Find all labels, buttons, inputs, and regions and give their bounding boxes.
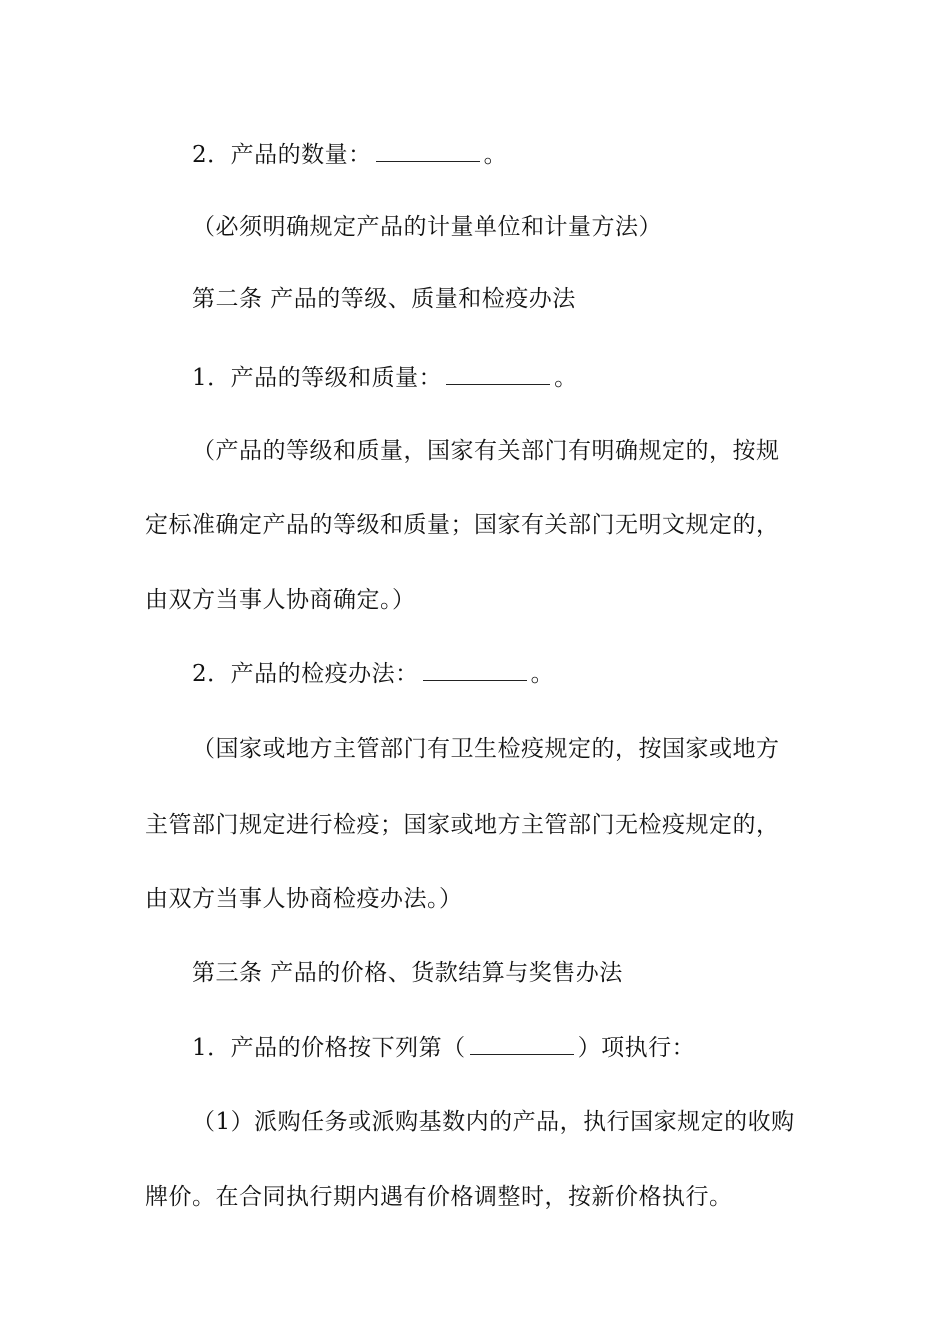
quantity-line [145, 140, 862, 170]
line-text: 定标准确定产品的等级和质量；国家有关部门无明文规定的， [145, 512, 780, 538]
line-text: 牌价。在合同执行期内遇有价格调整时，按新价格执行。 [145, 1184, 733, 1210]
line-text: （必须明确规定产品的计量单位和计量方法） [192, 214, 662, 240]
line-text: （国家或地方主管部门有卫生检疫规定的，按国家或地方 [192, 736, 780, 762]
line-text: 第二条 产品的等级、质量和检疫办法 [192, 286, 576, 312]
line-text: 1．产品的等级和质量： [192, 365, 443, 391]
line-text: （产品的等级和质量，国家有关部门有明确规定的，按规 [192, 438, 780, 464]
quarantine-line [145, 659, 862, 689]
quarantine-note-end [145, 884, 815, 914]
line-text: （1）派购任务或派购基数内的产品，执行国家规定的收购 [192, 1109, 795, 1135]
price-line [145, 1033, 862, 1063]
grade-quality-note [145, 436, 862, 466]
quarantine-note [145, 734, 862, 764]
line-text: ）项执行： [577, 1035, 696, 1061]
grade-quality-note-end [145, 585, 815, 615]
fill-blank[interactable] [470, 1034, 574, 1055]
grade-quality-note-cont [145, 510, 815, 540]
article-2-heading [145, 284, 862, 314]
quantity-note [145, 212, 862, 242]
article-3-heading [145, 958, 862, 988]
line-text: 主管部门规定进行检疫；国家或地方主管部门无检疫规定的， [145, 812, 780, 838]
fill-blank[interactable] [446, 364, 550, 385]
line-text: 2．产品的数量： [192, 142, 372, 168]
line-text: 由双方当事人协商确定。） [145, 587, 416, 613]
line-text: 由双方当事人协商检疫办法。） [145, 886, 463, 912]
line-text: 。 [554, 365, 578, 391]
line-text: 第三条 产品的价格、货款结算与奖售办法 [192, 960, 623, 986]
price-item-1 [145, 1107, 862, 1137]
line-text: 2．产品的检疫办法： [192, 661, 419, 687]
fill-blank[interactable] [376, 141, 480, 162]
fill-blank[interactable] [423, 660, 527, 681]
grade-quality-line [145, 363, 862, 393]
price-item-1-cont [145, 1182, 815, 1212]
line-text: 。 [530, 661, 555, 687]
quarantine-note-cont [145, 810, 815, 840]
line-text: 1．产品的价格按下列第（ [192, 1035, 466, 1061]
line-text: 。 [483, 142, 508, 168]
